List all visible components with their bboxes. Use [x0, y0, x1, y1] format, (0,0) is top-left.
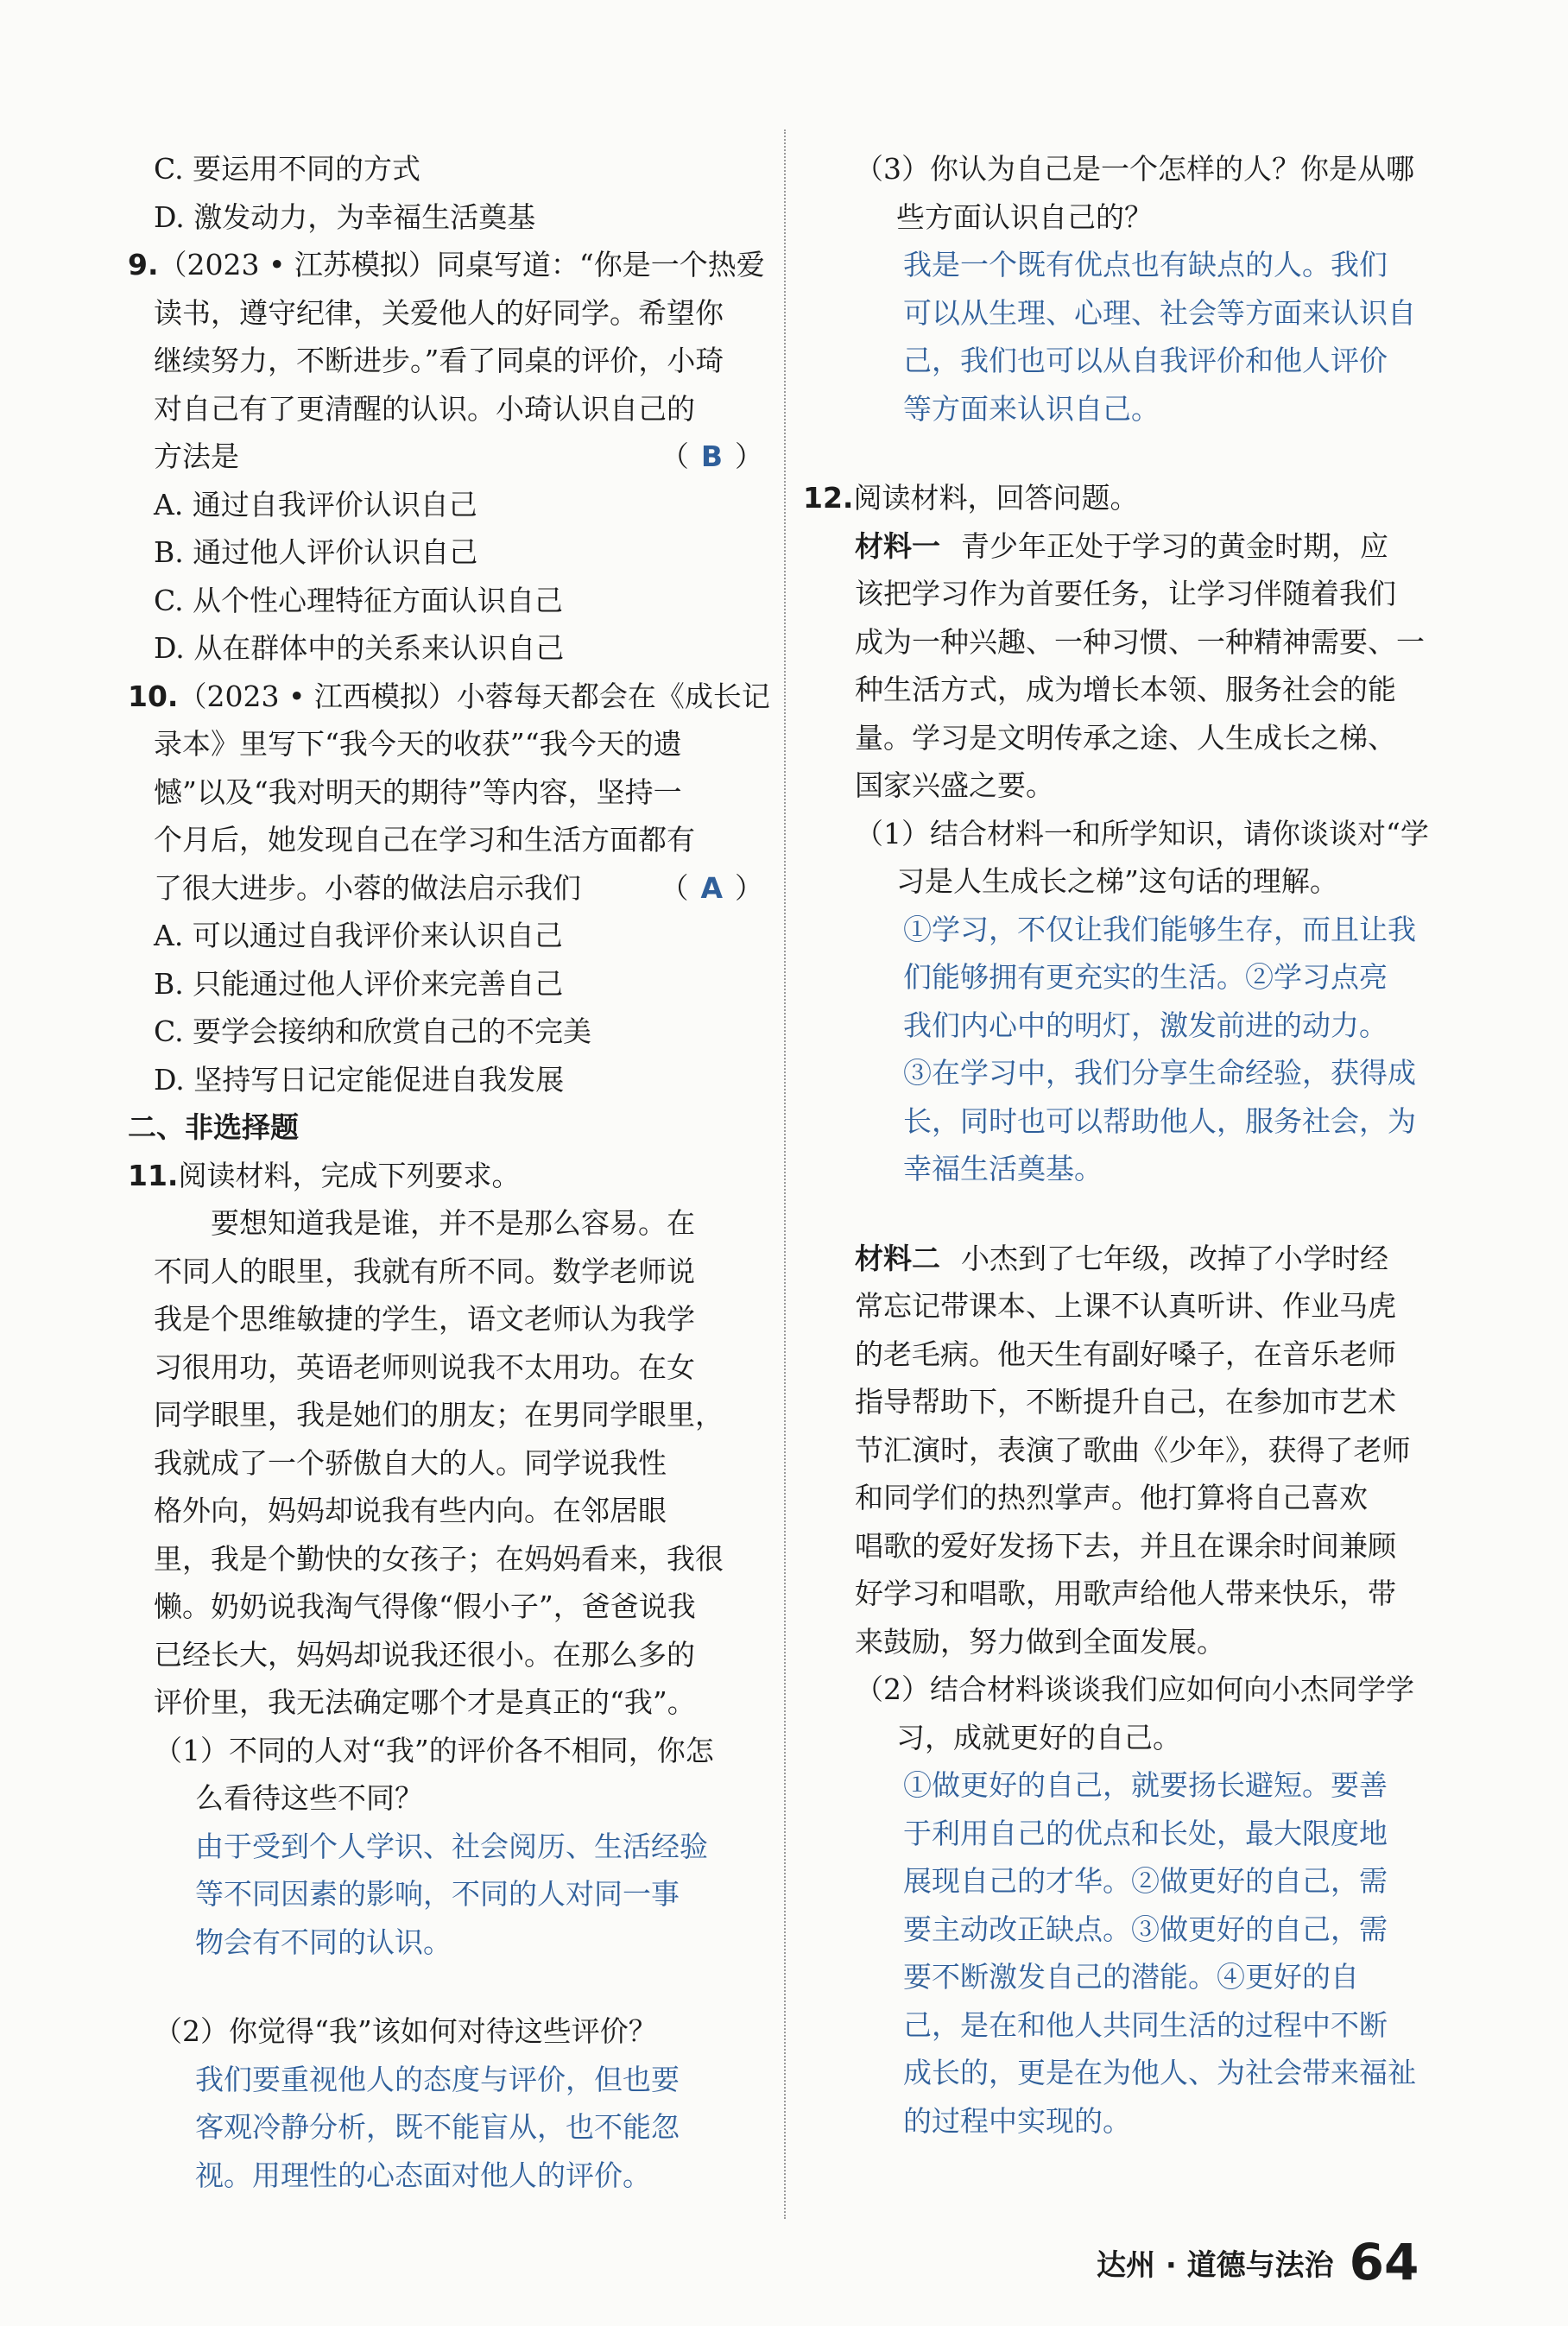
option-line: B. 只能通过他人评价来完善自己 — [154, 966, 564, 1001]
question-line — [128, 1152, 767, 1200]
question-text: 录本》里写下“我今天的收获”“我今天的遗 — [154, 727, 682, 761]
answer-line: 我们要重视他人的态度与评价，但也要 — [195, 2062, 680, 2096]
right-column — [803, 145, 1459, 2145]
passage-line: 已经长大，妈妈却说我还很小。在那么多的 — [154, 1637, 695, 1672]
material-line — [855, 522, 1459, 571]
question-number: 10. — [128, 679, 179, 713]
passage-line: 我是个思维敏捷的学生，语文老师认为我学 — [154, 1302, 695, 1336]
answer-line: 等不同因素的影响，不同的人对同一事 — [195, 1877, 680, 1911]
question-line — [128, 768, 767, 817]
subquestion-line: 习，成就更好的自己。 — [896, 1720, 1181, 1754]
question-text: 读书，遵守纪律，关爱他人的好同学。希望你 — [154, 295, 724, 330]
question-text: 继续努力，不断进步。”看了同桌的评价，小琦 — [154, 344, 724, 377]
passage-line: 我就成了一个骄傲自大的人。同学说我性 — [154, 1445, 667, 1480]
material-text: 青少年正处于学习的黄金时期，应 — [961, 528, 1388, 563]
material-label: 材料二 — [855, 1241, 940, 1275]
spacer — [855, 1193, 1459, 1235]
option-line: D. 从在群体中的关系来认识自己 — [154, 631, 565, 665]
question-number: 11. — [128, 1158, 179, 1192]
material-line: 来鼓励，努力做到全面发展。 — [855, 1624, 1225, 1659]
left-column — [128, 145, 770, 2199]
subquestion-line: （2）结合材料谈谈我们应如何向小杰同学学 — [855, 1672, 1414, 1706]
question-text: 个月后，她发现自己在学习和生活方面都有 — [154, 823, 695, 856]
answer-line: 们能够拥有更充实的生活。②学习点亮 — [903, 960, 1388, 994]
material-line: 节汇演时，表演了歌曲《少年》，获得了老师 — [855, 1432, 1411, 1467]
footer-text: 达州 · 道德与法治 — [1097, 2247, 1334, 2283]
question-number: 12. — [803, 481, 854, 515]
question-line — [128, 385, 767, 433]
answer-choice: A — [700, 870, 723, 905]
passage-line: 不同人的眼里，我就有所不同。数学老师说 — [154, 1254, 695, 1288]
answer-line: 我是一个既有优点也有缺点的人。我们 — [903, 248, 1388, 281]
answer-line: 于利用自己的优点和长处，最大限度地 — [903, 1816, 1388, 1850]
material-line — [855, 1235, 1459, 1283]
material-line: 成为一种兴趣、一种习惯、一种精神需要、一 — [855, 624, 1425, 659]
option-line: C. 从个性心理特征方面认识自己 — [154, 583, 564, 617]
question-line — [128, 720, 767, 768]
answer-line: 展现自己的才华。②做更好的自己，需 — [903, 1864, 1388, 1898]
question-text: （2023 • 江苏模拟）同桌写道：“你是一个热爱 — [158, 248, 765, 281]
subquestion-line: 些方面认识自己的？ — [896, 199, 1153, 234]
subquestion-line: （2）你觉得“我”该如何对待这些评价？ — [154, 2014, 657, 2048]
question-text: （2023 • 江西模拟）小蓉每天都会在《成长记 — [178, 679, 770, 713]
answer-line: ①做更好的自己，就要扬长避短。要善 — [903, 1768, 1388, 1802]
answer-line: 可以从生理、心理、社会等方面来认识自 — [903, 295, 1416, 330]
material-line: 的老毛病。他天生有副好嗓子，在音乐老师 — [855, 1337, 1396, 1371]
answer-line: 我们内心中的明灯，激发前进的动力。 — [903, 1008, 1388, 1042]
subquestion-line: 习是人生成长之梯”这句话的理解。 — [896, 864, 1338, 898]
question-text: 阅读材料，完成下列要求。 — [178, 1158, 521, 1192]
answer-line: 要主动改正缺点。③做更好的自己，需 — [903, 1912, 1388, 1946]
subquestion-line: （3）你认为自己是一个怎样的人？你是从哪 — [855, 152, 1414, 186]
question-text: 了很大进步。小蓉的做法启示我们 — [154, 870, 581, 905]
answer-bracket: （ A ） — [660, 870, 763, 905]
question-line — [128, 241, 767, 289]
answer-line: 幸福生活奠基。 — [903, 1152, 1103, 1185]
material-line: 量。学习是文明传承之途、人生成长之梯、 — [855, 720, 1396, 755]
question-text: 方法是 — [154, 439, 239, 473]
material-line: 好学习和唱歌，用歌声给他人带来快乐，带 — [855, 1577, 1396, 1610]
question-text: 阅读材料，回答问题。 — [853, 481, 1139, 515]
answer-line: 由于受到个人学识、社会阅历、生活经验 — [195, 1829, 708, 1863]
subquestion-line: （1）不同的人对“我”的评价各不相同，你怎 — [154, 1733, 714, 1767]
answer-line: 己，是在和他人共同生活的过程中不断 — [903, 2007, 1388, 2042]
option-line: A. 可以通过自我评价来认识自己 — [154, 919, 563, 952]
answer-line: 物会有不同的认识。 — [195, 1925, 452, 1959]
section-heading: 二、非选择题 — [128, 1110, 299, 1144]
page-footer — [1097, 2228, 1419, 2297]
subquestion-line: （1）结合材料一和所学知识，请你谈谈对“学 — [855, 816, 1429, 850]
passage-line: 习很用功，英语老师则说我不太用功。在女 — [154, 1349, 695, 1384]
question-line — [128, 289, 767, 338]
material-line: 指导帮助下，不断提升自己，在参加市艺术 — [855, 1385, 1396, 1419]
option-line: D. 坚持写日记定能促进自我发展 — [154, 1062, 565, 1097]
material-line: 唱歌的爱好发扬下去，并且在课余时间兼顾 — [855, 1528, 1396, 1563]
option-line: C. 要学会接纳和欣赏自己的不完美 — [154, 1014, 592, 1048]
question-line — [128, 337, 767, 385]
question-line — [128, 433, 767, 481]
material-line: 国家兴盛之要。 — [855, 768, 1054, 802]
material-line: 种生活方式，成为增长本领、服务社会的能 — [855, 673, 1396, 706]
answer-choice: B — [700, 439, 723, 473]
option-line: A. 通过自我评价认识自己 — [154, 487, 477, 521]
question-text: 对自己有了更清醒的认识。小琦认识自己的 — [154, 391, 695, 426]
answer-line: ③在学习中，我们分享生命经验，获得成 — [903, 1056, 1416, 1090]
answer-bracket: （ B ） — [660, 439, 763, 473]
answer-line: ①学习，不仅让我们能够生存，而且让我 — [903, 912, 1416, 946]
page-number: 64 — [1349, 2233, 1419, 2291]
passage-line: 懒。奶奶说我淘气得像“假小子”，爸爸说我 — [154, 1590, 696, 1623]
answer-line: 成长的，更是在为他人、为社会带来福祉 — [903, 2056, 1416, 2089]
answer-line: 己，我们也可以从自我评价和他人评价 — [903, 344, 1388, 377]
material-line: 该把学习作为首要任务，让学习伴随着我们 — [855, 577, 1396, 610]
question-line — [128, 673, 770, 721]
option-line: B. 通过他人评价认识自己 — [154, 535, 478, 569]
answer-line: 客观冷静分析，既不能盲从，也不能忽 — [195, 2110, 680, 2144]
material-line: 和同学们的热烈掌声。他打算将自己喜欢 — [855, 1481, 1368, 1514]
answer-line: 要不断激发自己的潜能。④更好的自 — [903, 1960, 1359, 1994]
material-label: 材料一 — [855, 528, 940, 563]
answer-line: 等方面来认识自己。 — [903, 391, 1160, 426]
question-number: 9. — [128, 248, 159, 281]
passage-line: 评价里，我无法确定哪个才是真正的“我”。 — [154, 1685, 696, 1719]
option-line: D. 激发动力，为幸福生活奠基 — [154, 199, 536, 234]
passage-line: 格外向，妈妈却说我有些内向。在邻居眼 — [154, 1494, 667, 1527]
spacer — [855, 433, 1459, 474]
option-line: C. 要运用不同的方式 — [154, 152, 421, 186]
question-line — [803, 474, 1459, 522]
spacer — [128, 1966, 767, 2007]
passage-line: 要想知道我是谁，并不是那么容易。在 — [211, 1206, 695, 1240]
answer-line: 视。用理性的心态面对他人的评价。 — [195, 2158, 651, 2192]
passage-line: 同学眼里，我是她们的朋友；在男同学眼里， — [154, 1398, 724, 1432]
answer-line: 长，同时也可以帮助他人，服务社会，为 — [903, 1103, 1416, 1138]
passage-line: 里，我是个勤快的女孩子；在妈妈看来，我很 — [154, 1541, 724, 1576]
material-line: 常忘记带课本、上课不认真听讲、作业马虎 — [855, 1289, 1396, 1323]
answer-line: 的过程中实现的。 — [903, 2103, 1131, 2138]
question-text: 憾”以及“我对明天的期待”等内容，坚持一 — [154, 774, 682, 809]
column-divider — [784, 130, 786, 2219]
subquestion-line: 么看待这些不同？ — [195, 1781, 423, 1815]
question-line — [128, 864, 767, 913]
material-text: 小杰到了七年级，改掉了小学时经 — [961, 1241, 1388, 1275]
question-line — [128, 816, 767, 864]
